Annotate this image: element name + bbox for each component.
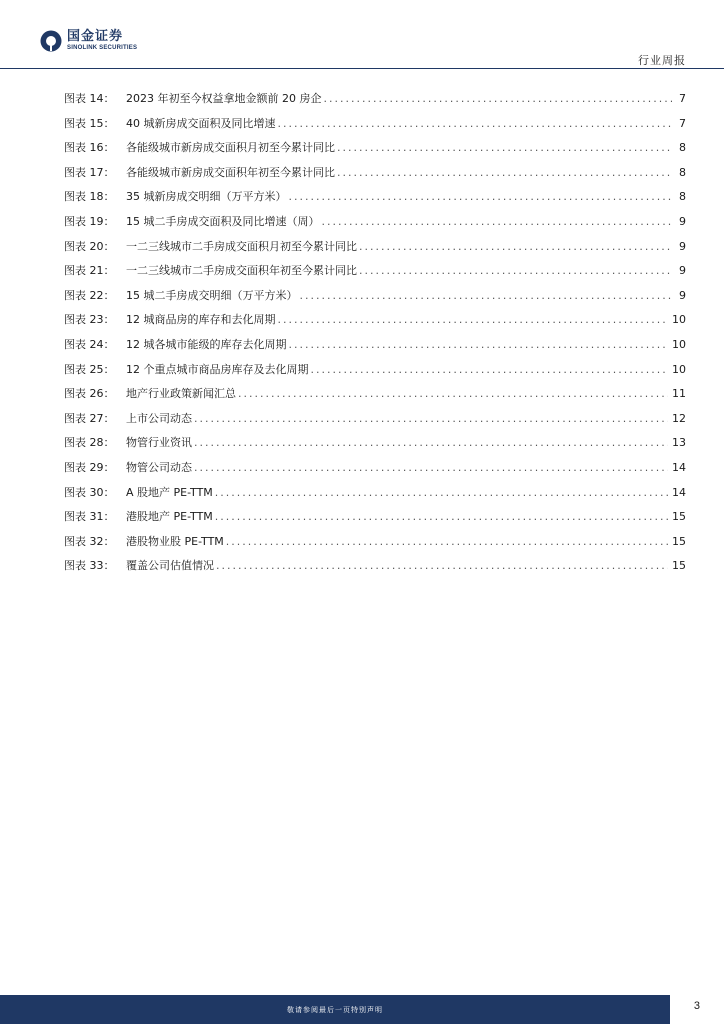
toc-entry-label: 图表 25： <box>64 362 115 376</box>
toc-dot-leader <box>194 436 668 449</box>
toc-entry-page: 13 <box>672 436 686 450</box>
toc-entry-label: 图表 23： <box>64 313 115 327</box>
toc-dot-leader <box>226 535 668 548</box>
toc-entry-label: 图表 19： <box>64 214 115 228</box>
toc-entry-label: 图表 24： <box>64 337 115 351</box>
toc-entry-page: 8 <box>679 190 686 204</box>
toc-entry-page: 9 <box>679 264 686 278</box>
toc-dot-leader <box>238 387 668 400</box>
toc-entry[interactable] <box>64 311 686 336</box>
toc-entry-title[interactable]: 地产行业政策新闻汇总 <box>126 387 236 401</box>
toc-entry-page: 7 <box>679 92 686 105</box>
toc-entry-page: 14 <box>672 485 686 499</box>
toc-entry-title[interactable]: 12 城各城市能级的库存去化周期 <box>126 337 287 351</box>
toc-entry-title[interactable]: 35 城新房成交明细（万平方米） <box>126 190 287 204</box>
toc-entry[interactable] <box>64 115 686 140</box>
toc-entry-label: 图表 17： <box>64 165 115 179</box>
toc-entry-page: 10 <box>672 362 686 376</box>
toc-entry-title[interactable]: 12 个重点城市商品房库存及去化周期 <box>126 362 309 376</box>
toc-entry-page: 10 <box>672 313 686 327</box>
toc-entry-title[interactable]: 15 城二手房成交面积及同比增速（周） <box>126 214 320 228</box>
toc-entry-page: 15 <box>672 559 686 573</box>
toc-dot-leader <box>337 141 672 154</box>
toc-entry[interactable] <box>64 361 686 386</box>
toc-entry-title[interactable]: 各能级城市新房成交面积年初至今累计同比 <box>126 165 335 179</box>
toc-entry-title[interactable]: 港股地产 PE-TTM <box>126 510 213 524</box>
toc-entry-page: 8 <box>679 165 686 179</box>
toc-dot-leader <box>278 313 669 326</box>
toc-dot-leader <box>359 240 672 253</box>
toc-entry-label: 图表 29： <box>64 460 115 474</box>
footer-disclaimer: 敬请参阅最后一页特别声明 <box>287 1006 383 1014</box>
toc-dot-leader <box>289 190 673 203</box>
toc-entry-title[interactable]: 2023 年初至今权益拿地金额前 20 房企 <box>126 92 322 105</box>
toc-entry-title[interactable]: 覆盖公司估值情况 <box>126 559 214 573</box>
toc-entry[interactable] <box>64 213 686 238</box>
toc-entry-label: 图表 22： <box>64 288 115 302</box>
toc-entry-page: 9 <box>679 288 686 302</box>
toc-entry[interactable] <box>64 557 686 582</box>
toc-entry-label: 图表 31： <box>64 510 115 524</box>
toc-entry[interactable] <box>64 238 686 263</box>
toc-entry[interactable] <box>64 484 686 509</box>
toc-entry[interactable] <box>64 385 686 410</box>
company-logo <box>40 30 137 52</box>
toc-entry-title[interactable]: 40 城新房成交面积及同比增速 <box>126 116 276 130</box>
toc-entry[interactable] <box>64 459 686 484</box>
brand-name-en: SINOLINK SECURITIES <box>67 45 138 51</box>
header-divider <box>0 68 724 69</box>
report-type-label: 行业周报 <box>638 54 686 67</box>
page-number: 3 <box>693 1000 700 1012</box>
toc-dot-leader <box>215 486 668 499</box>
toc-entry-page: 9 <box>679 214 686 228</box>
toc-entry-label: 图表 33： <box>64 559 115 573</box>
toc-entry-page: 9 <box>679 239 686 253</box>
toc-entry-label: 图表 16： <box>64 141 115 155</box>
toc-entry[interactable] <box>64 434 686 459</box>
toc-entry-page: 7 <box>679 116 686 130</box>
toc-entry-title[interactable]: 物管行业资讯 <box>126 436 192 450</box>
toc-entry-label: 图表 18： <box>64 190 115 204</box>
toc-dot-leader <box>216 559 668 572</box>
toc-entry[interactable] <box>64 533 686 558</box>
toc-dot-leader <box>323 92 672 105</box>
toc-entry-label: 图表 28： <box>64 436 115 450</box>
toc-dot-leader <box>311 363 669 376</box>
toc-entry[interactable] <box>64 508 686 533</box>
toc-dot-leader <box>194 412 668 425</box>
toc-entry-label: 图表 32： <box>64 534 115 548</box>
toc-entry[interactable] <box>64 164 686 189</box>
toc-entry-title[interactable]: 12 城商品房的库存和去化周期 <box>126 313 276 327</box>
toc-dot-leader <box>337 166 672 179</box>
figure-list <box>64 90 686 582</box>
toc-entry-title[interactable]: 物管公司动态 <box>126 460 192 474</box>
toc-dot-leader <box>322 215 673 228</box>
toc-entry[interactable] <box>64 139 686 164</box>
sinolink-logo-icon <box>40 30 62 52</box>
toc-dot-leader <box>194 461 668 474</box>
toc-entry-page: 10 <box>672 337 686 351</box>
toc-entry-label: 图表 14： <box>64 92 115 105</box>
toc-dot-leader <box>359 264 672 277</box>
toc-entry-page: 14 <box>672 460 686 474</box>
toc-entry-page: 11 <box>672 387 686 401</box>
toc-entry[interactable] <box>64 262 686 287</box>
toc-entry-page: 15 <box>672 534 686 548</box>
toc-entry-title[interactable]: 上市公司动态 <box>126 411 192 425</box>
toc-entry-label: 图表 20： <box>64 239 115 253</box>
toc-dot-leader <box>278 117 673 130</box>
toc-dot-leader <box>289 338 669 351</box>
toc-entry-page: 15 <box>672 510 686 524</box>
toc-entry-label: 图表 27： <box>64 411 115 425</box>
toc-entry-title[interactable]: 港股物业股 PE-TTM <box>126 534 224 548</box>
toc-dot-leader <box>215 510 668 523</box>
toc-entry-title[interactable]: 一二三线城市二手房成交面积年初至今累计同比 <box>126 264 357 278</box>
toc-entry[interactable] <box>64 90 686 115</box>
toc-entry-label: 图表 30： <box>64 485 115 499</box>
toc-entry-title[interactable]: 各能级城市新房成交面积月初至今累计同比 <box>126 141 335 155</box>
toc-entry-page: 12 <box>672 411 686 425</box>
toc-entry[interactable] <box>64 188 686 213</box>
toc-entry-title[interactable]: 一二三线城市二手房成交面积月初至今累计同比 <box>126 239 357 253</box>
toc-entry[interactable] <box>64 287 686 312</box>
toc-entry-title[interactable]: 15 城二手房成交明细（万平方米） <box>126 288 298 302</box>
brand-name-cn: 国金证券 <box>67 29 124 44</box>
toc-dot-leader <box>300 289 673 302</box>
toc-entry-page: 8 <box>679 141 686 155</box>
toc-entry-label: 图表 21： <box>64 264 115 278</box>
toc-entry-label: 图表 26： <box>64 387 115 401</box>
toc-entry[interactable] <box>64 336 686 361</box>
toc-entry-label: 图表 15： <box>64 116 115 130</box>
toc-entry[interactable] <box>64 410 686 435</box>
toc-entry-title[interactable]: A 股地产 PE-TTM <box>126 485 213 499</box>
